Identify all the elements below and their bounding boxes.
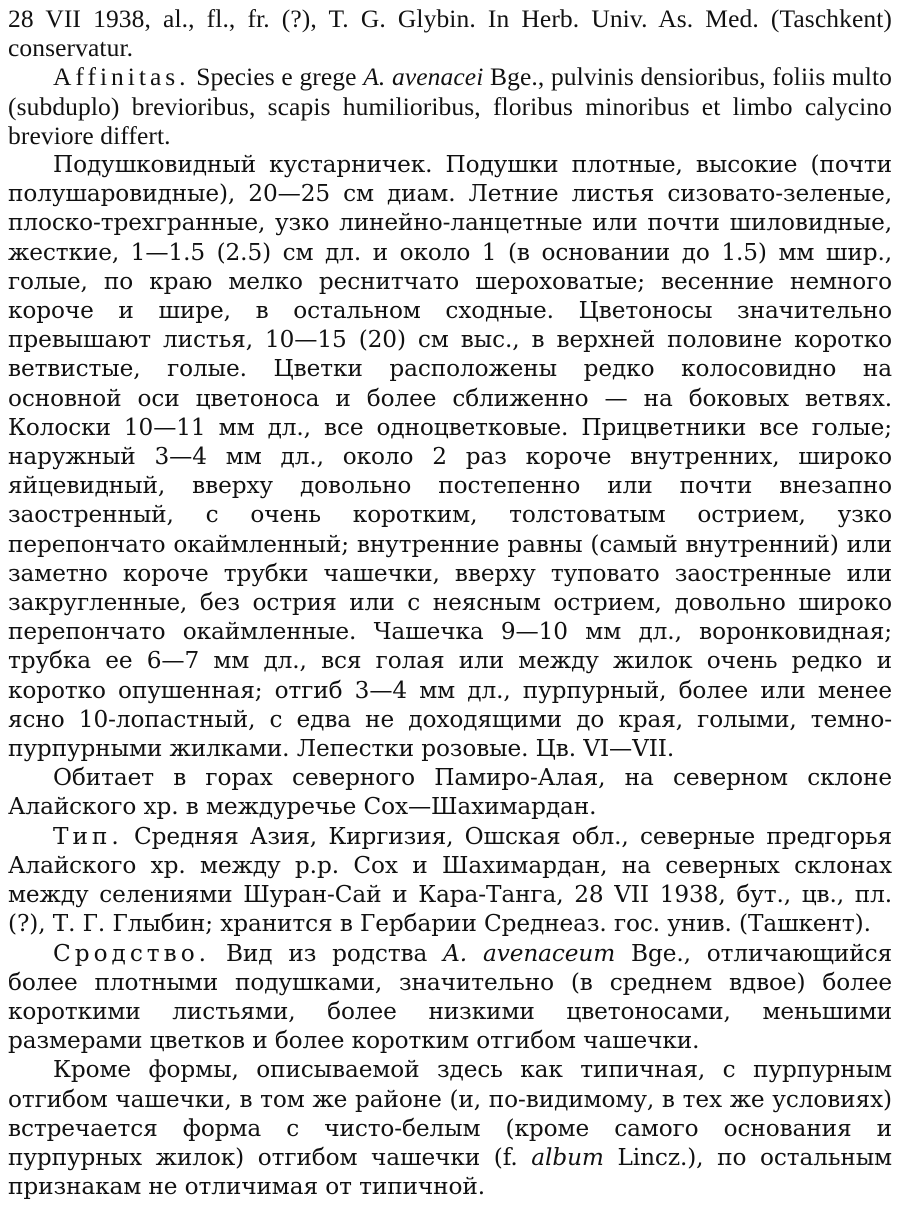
affinity-text-b: Bge., отличающийся более плотными подушками, значительно (в среднем вдвое) более короткими листьями, более низкими цветоносами, меньшими размерами цветков и более коротким отгибом чашечки. xyxy=(8,939,892,1055)
latin-type-tail xyxy=(8,4,892,62)
habitat-text: Обитает в горах северного Памиро-Алая, на северном склоне Алайского хр. в междуречье Сох—Шахимардан. xyxy=(8,764,892,821)
form-name: album xyxy=(531,1143,604,1171)
affinity-species: A. avenaceum xyxy=(443,939,616,967)
affinity-label: Сродство. xyxy=(53,939,211,967)
affinity-paragraph xyxy=(8,939,892,1056)
affinitas-text-a: Species e grege xyxy=(196,62,364,92)
form-text-b: Lincz.), по остальным признакам не отличимая от типичной. xyxy=(8,1143,892,1201)
type-label: Тип. xyxy=(53,822,123,850)
description-text: Подушковидный кустарничек. Подушки плотные, высокие (почти полушаровидные), 20—25 см диам. Летние листья сизовато-зеленые, плоско-трехгранные, узко линейно-ланцетные или почти шиловидные, жесткие, 1—1.5 (2.5) см дл. и около 1 (в основании до 1.5) мм шир., голые, по краю мелко реснитчато шероховатые; весенние немного короче и шире, в остальном сходные. Цветоносы значительно превышают листья, 10—15 (20) см выс., в верхней половине коротко ветвистые, голые. Цветки расположены редко колосовидно на основной оси цветоноса и более сближенно — на боковых ветвях. Колоски 10—11 мм дл., все одноцветковые. Прицветники все голые; наружный 3—4 мм дл., около 2 раз короче внутренних, широко яйцевидный, вверху довольно постепенно или почти внезапно заостренный, с очень коротким, толстоватым острием, узко перепончато окаймленный; внутренние равны (самый внутренний) или заметно короче трубки чашечки, вверху туповато заостренные или закругленные, без острия или с неясным острием, довольно широко перепончато окаймленные. Чашечка 9—10 мм дл., воронковидная; трубка ее 6—7 мм дл., вся голая или между жилок очень редко и коротко опушенная; отгиб 3—4 мм дл., пурпурный, более или менее ясно 10-лопастный, с едва не доходящими до края, голыми, темно-пурпурными жилками. Лепестки розовые. Цв. VI—VII. xyxy=(8,151,892,763)
latin-type-text: 28 VII 1938, al., fl., fr. (?), T. G. Glybin. In Herb. Univ. As. Med. (Taschkent) conservatur. xyxy=(8,4,892,63)
description-paragraph xyxy=(8,150,892,763)
habitat-paragraph xyxy=(8,763,892,821)
affinitas-species: A. avenacei xyxy=(363,62,484,92)
affinitas-paragraph xyxy=(8,62,892,150)
type-paragraph xyxy=(8,822,892,939)
type-text: Средняя Азия, Киргизия, Ошская обл., северные предгорья Алайского хр. между р.р. Сох и Шахимардан, на северных склонах между селениями Шуран-Сай и Кара-Танга, 28 VII 1938, бут., цв., пл. (?), Т. Г. Глыбин; хранится в Гербарии Среднеаз. гос. унив. (Ташкент). xyxy=(8,822,892,938)
form-text-a: Кроме формы, описываемой здесь как типичная, с пурпурным отгибом чашечки, в том же районе (и, по-видимому, в тех же условиях) встречается форма с чисто-белым (кроме самого основания и пурпурных жилок) отгибом чашечки (f. xyxy=(8,1056,892,1171)
affinity-text-a: Вид из родства xyxy=(210,939,444,967)
affinitas-text-b: Bge., pulvinis densioribus, foliis multo (subduplo) brevioribus, scapis humilioribus, floribus minoribus et limbo calycino breviore differt. xyxy=(8,62,892,150)
form-paragraph xyxy=(8,1055,892,1201)
affinitas-label: Affinitas. xyxy=(53,62,190,92)
